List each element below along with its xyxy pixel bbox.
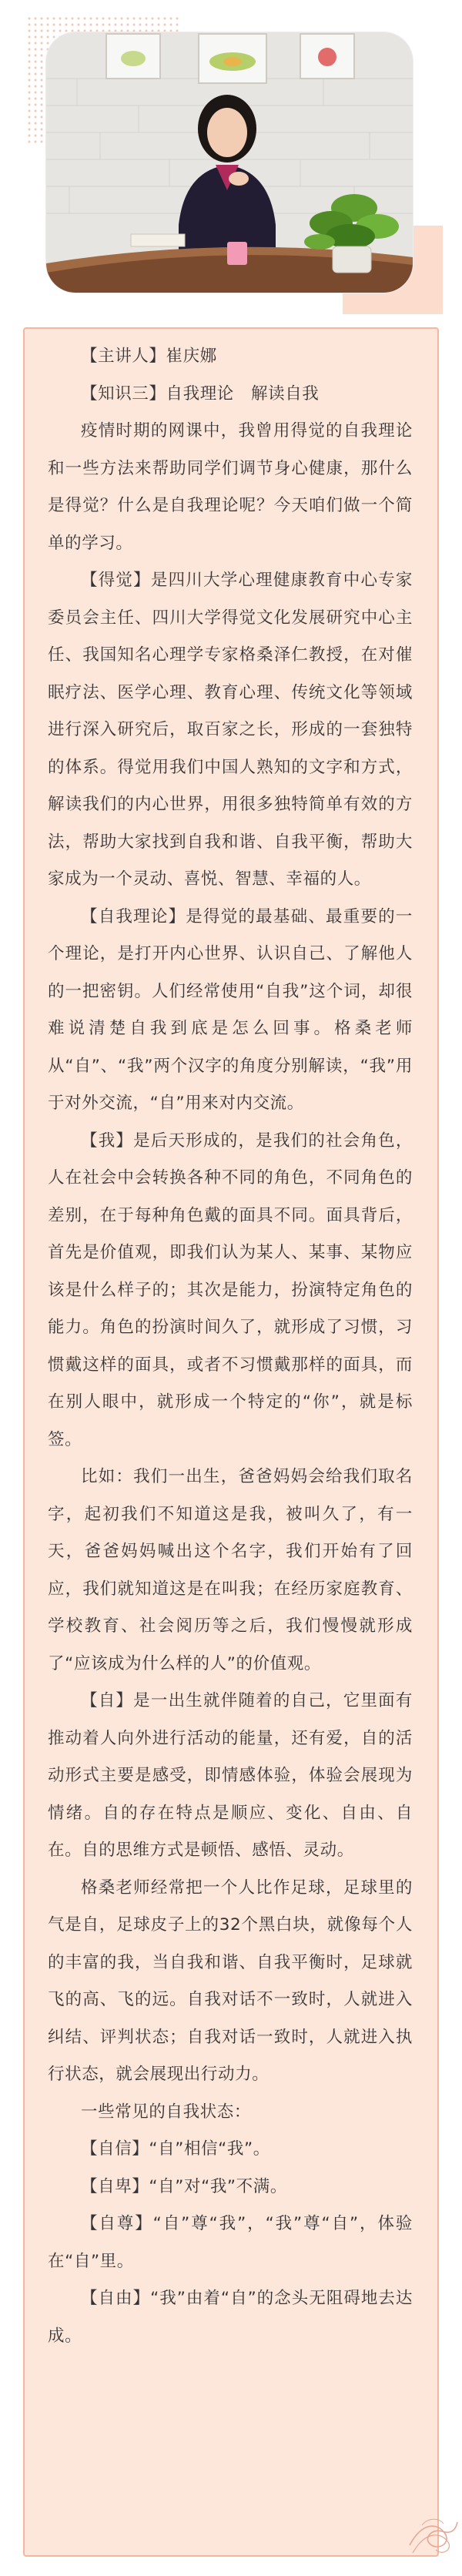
paragraph-example: 比如：我们一出生，爸爸妈妈会给我们取名字，起初我们不知道这是我，被叫久了，有一天，爸爸妈妈喊出这个名字，我们开始有了回应，我们就知道这是在叫我；在经历家庭教育、学校教育、社会阅历等之后，我们慢慢就形成了“应该成为什么样的人”的价值观。 bbox=[48, 1467, 413, 1673]
speaker-photo bbox=[46, 32, 413, 293]
speaker-photo-illustration bbox=[46, 32, 413, 293]
paragraph-intro: 疫情时期的网课中，我曾用得觉的自我理论和一些方法来帮助同学们调节身心健康，那什么是得觉？什么是自我理论呢？今天咱们做一个简单的学习。 bbox=[48, 421, 413, 553]
paragraph-dejue: 【得觉】是四川大学心理健康教育中心专家委员会主任、四川大学得觉文化发展研究中心主任、我国知名心理学专家格桑泽仁教授，在对催眠疗法、医学心理、教育心理、传统文化等领域进行深入研究后，取百家之长，形成的一套独特的体系。得觉用我们中国人熟知的文字和方式，解读我们的内心世界，用很多独特简单有效的方法，帮助大家找到自我和谐、自我平衡，帮助大家成为一个灵动、喜悦、智慧、幸福的人。 bbox=[48, 571, 413, 889]
paragraph-zi: 【自】是一出生就伴随着的自己，它里面有推动着人向外进行活动的能量，还有爱，自的活动形式主要是感受，即情感体验，体验会展现为情绪。自的存在特点是顺应、变化、自由、自在。自的思维方式是顿悟、感悟、灵动。 bbox=[48, 1691, 413, 1860]
speaker-line: 【主讲人】崔庆娜 bbox=[81, 347, 217, 366]
state-self-respect: 【自尊】“自”尊“我”，“我”尊“自”，体验在“自”里。 bbox=[48, 2214, 413, 2271]
article-card bbox=[23, 327, 439, 2557]
state-confidence: 【自信】“自”相信“我”。 bbox=[81, 2139, 270, 2159]
paragraph-wo: 【我】是后天形成的，是我们的社会角色，人在社会中会转换各种不同的角色，不同角色的差别，在于每种角色戴的面具不同。面具背后，首先是价值观，即我们认为某人、某事、某物应该是什么样子的；其次是能力，扮演特定角色的能力。角色的扮演时间久了，就形成了习惯，习惯戴这样的面具，或者不习惯戴那样的面具，而在别人眼中，就形成一个特定的“你”，就是标签。 bbox=[48, 1131, 413, 1449]
states-intro: 一些常见的自我状态： bbox=[81, 2102, 252, 2122]
topic-heading: 【知识三】自我理论 解读自我 bbox=[81, 384, 320, 404]
state-inferiority: 【自卑】“自”对“我”不满。 bbox=[81, 2176, 287, 2196]
paragraph-self-theory: 【自我理论】是得觉的最基础、最重要的一个理论，是打开内心世界、认识自己、了解他人的一把密钥。人们经常使用“自我”这个词，却很难说清楚自我到底是怎么回事。格桑老师从“自”、“我”两个汉字的角度分别解读，“我”用于对外交流，“自”用来对内交流。 bbox=[48, 906, 413, 1113]
paragraph-football: 格桑老师经常把一个人比作足球，足球里的气是自，足球皮子上的32个黑白块，就像每个人的丰富的我，当自我和谐、自我平衡时，足球就飞的高、飞的远。自我对话不一致时，人就进入纠结、评判状态；自我对话一致时，人就进入执行状态，就会展现出行动力。 bbox=[48, 1878, 413, 2084]
decorative-swirl bbox=[407, 2514, 460, 2561]
state-freedom: 【自由】“我”由着“自”的念头无阻碍地去达成。 bbox=[48, 2289, 413, 2346]
